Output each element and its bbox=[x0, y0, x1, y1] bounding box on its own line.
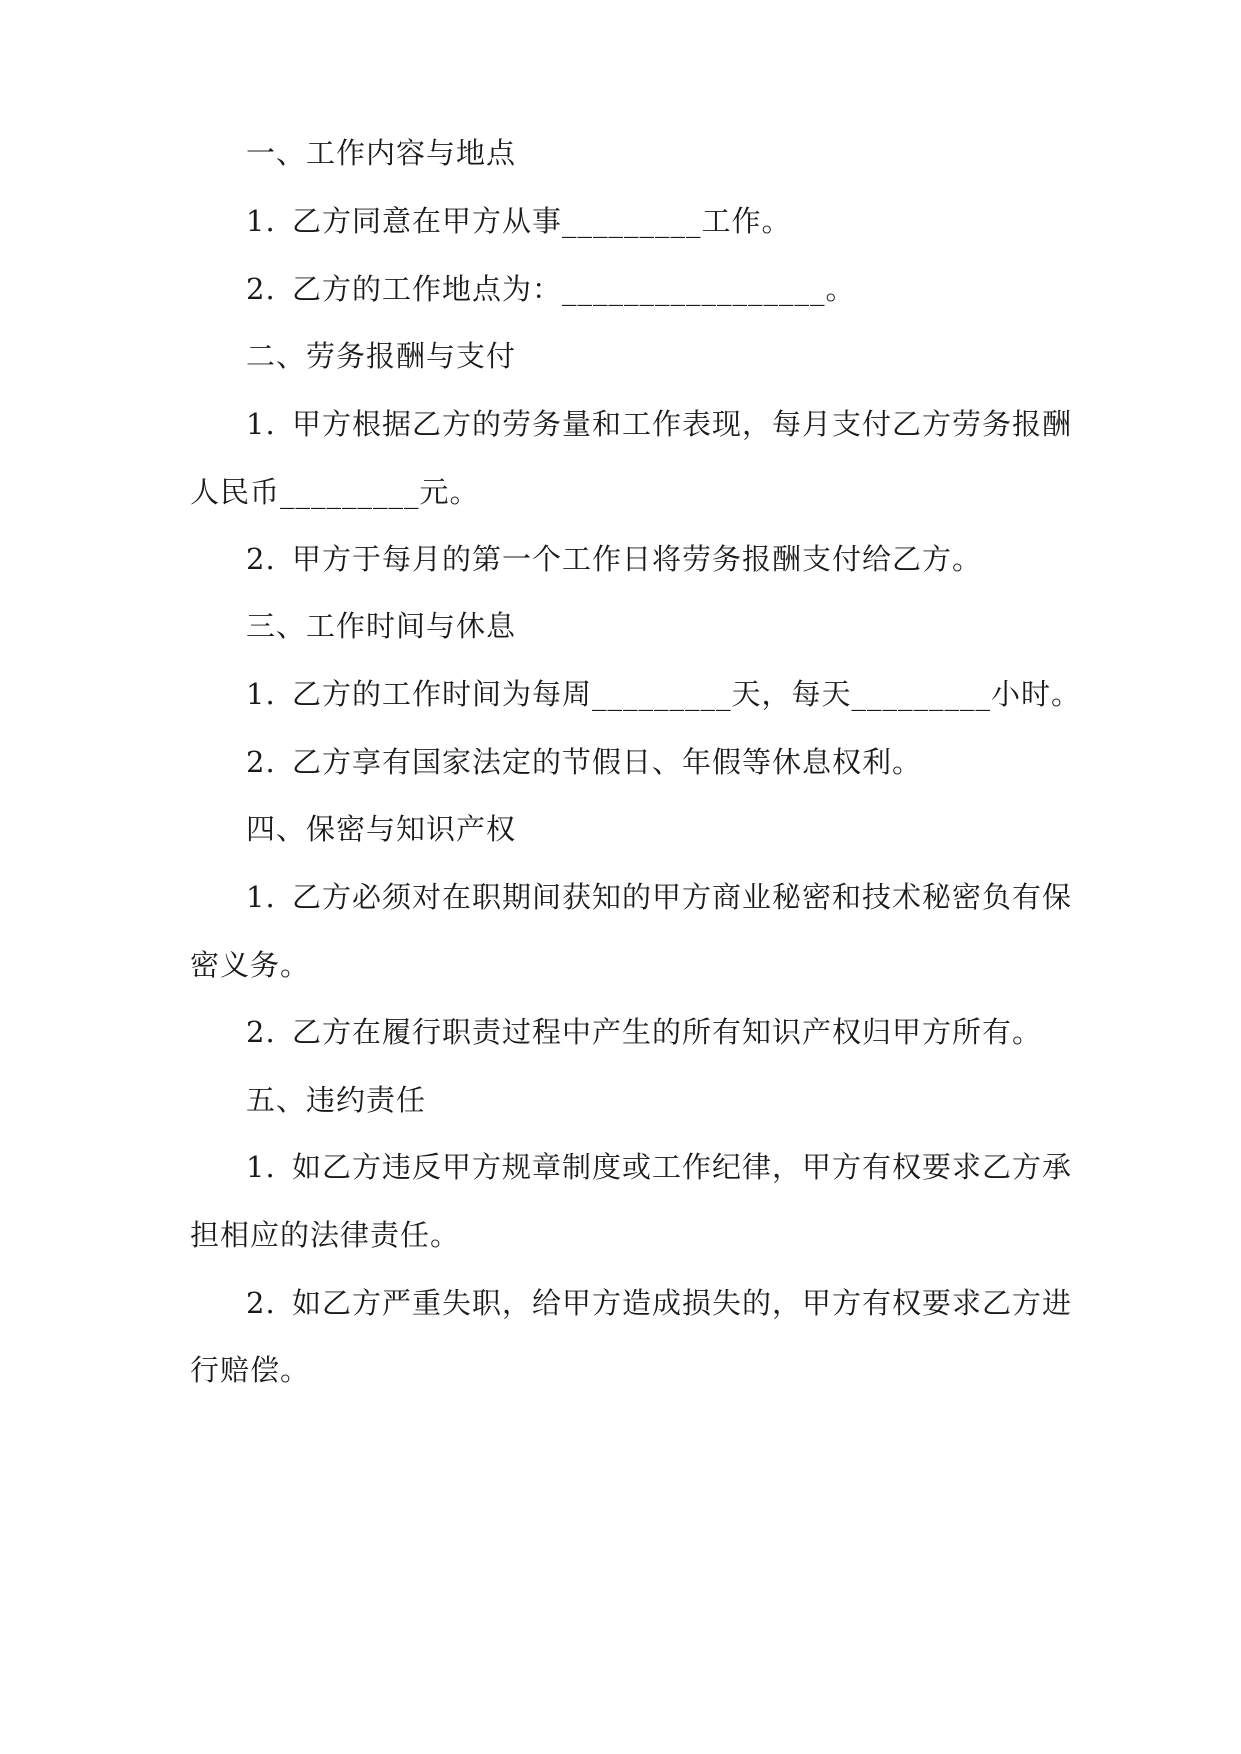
clause-text: 乙方在履行职责过程中产生的所有知识产权归甲方所有。 bbox=[292, 1015, 1043, 1049]
clause-number: 2. bbox=[246, 542, 276, 576]
clause bbox=[190, 1147, 1126, 1187]
section-heading: 四、保密与知识产权 bbox=[246, 812, 517, 846]
clause-continuation: 人民币_________元。 bbox=[190, 475, 480, 509]
clause-text: 甲方根据乙方的劳务量和工作表现，每月支付乙方劳务报酬 bbox=[292, 407, 1073, 441]
section-heading: 五、违约责任 bbox=[246, 1083, 427, 1117]
clause-number: 1. bbox=[246, 1150, 276, 1184]
section-heading: 一、工作内容与地点 bbox=[246, 136, 517, 170]
clause-number: 1. bbox=[246, 677, 276, 711]
clause bbox=[190, 1012, 1126, 1052]
clause-number: 1. bbox=[246, 204, 276, 238]
clause-number: 1. bbox=[246, 880, 276, 914]
clause-text: 如乙方严重失职，给甲方造成损失的，甲方有权要求乙方进 bbox=[292, 1286, 1073, 1320]
clause-text: 乙方的工作时间为每周_________天，每天_________小时。 bbox=[292, 677, 1082, 711]
clause-text: 乙方必须对在职期间获知的甲方商业秘密和技术秘密负有保 bbox=[292, 880, 1073, 914]
clause bbox=[190, 877, 1126, 917]
clause-number: 2. bbox=[246, 272, 276, 306]
clause bbox=[190, 404, 1126, 444]
clause-text: 乙方同意在甲方从事_________工作。 bbox=[292, 204, 792, 238]
clause bbox=[190, 539, 1126, 579]
clause bbox=[190, 742, 1126, 782]
clause-number: 2. bbox=[246, 1015, 276, 1049]
clause bbox=[190, 674, 1126, 714]
section-heading: 三、工作时间与休息 bbox=[246, 609, 517, 643]
clause-number: 2. bbox=[246, 745, 276, 779]
clause-continuation: 担相应的法律责任。 bbox=[190, 1218, 461, 1252]
clause-number: 2. bbox=[246, 1286, 276, 1320]
clause-text: 甲方于每月的第一个工作日将劳务报酬支付给乙方。 bbox=[292, 542, 983, 576]
clause bbox=[190, 201, 1126, 241]
clause-continuation: 密义务。 bbox=[190, 948, 311, 982]
clause-text: 如乙方违反甲方规章制度或工作纪律，甲方有权要求乙方承 bbox=[292, 1150, 1073, 1184]
clause-text: 乙方的工作地点为：_________________。 bbox=[292, 272, 856, 306]
clause bbox=[190, 1283, 1126, 1323]
section-heading: 二、劳务报酬与支付 bbox=[246, 339, 517, 373]
clause-continuation: 行赔偿。 bbox=[190, 1353, 311, 1387]
clause-text: 乙方享有国家法定的节假日、年假等休息权利。 bbox=[292, 745, 923, 779]
clause-number: 1. bbox=[246, 407, 276, 441]
clause bbox=[190, 269, 1126, 309]
